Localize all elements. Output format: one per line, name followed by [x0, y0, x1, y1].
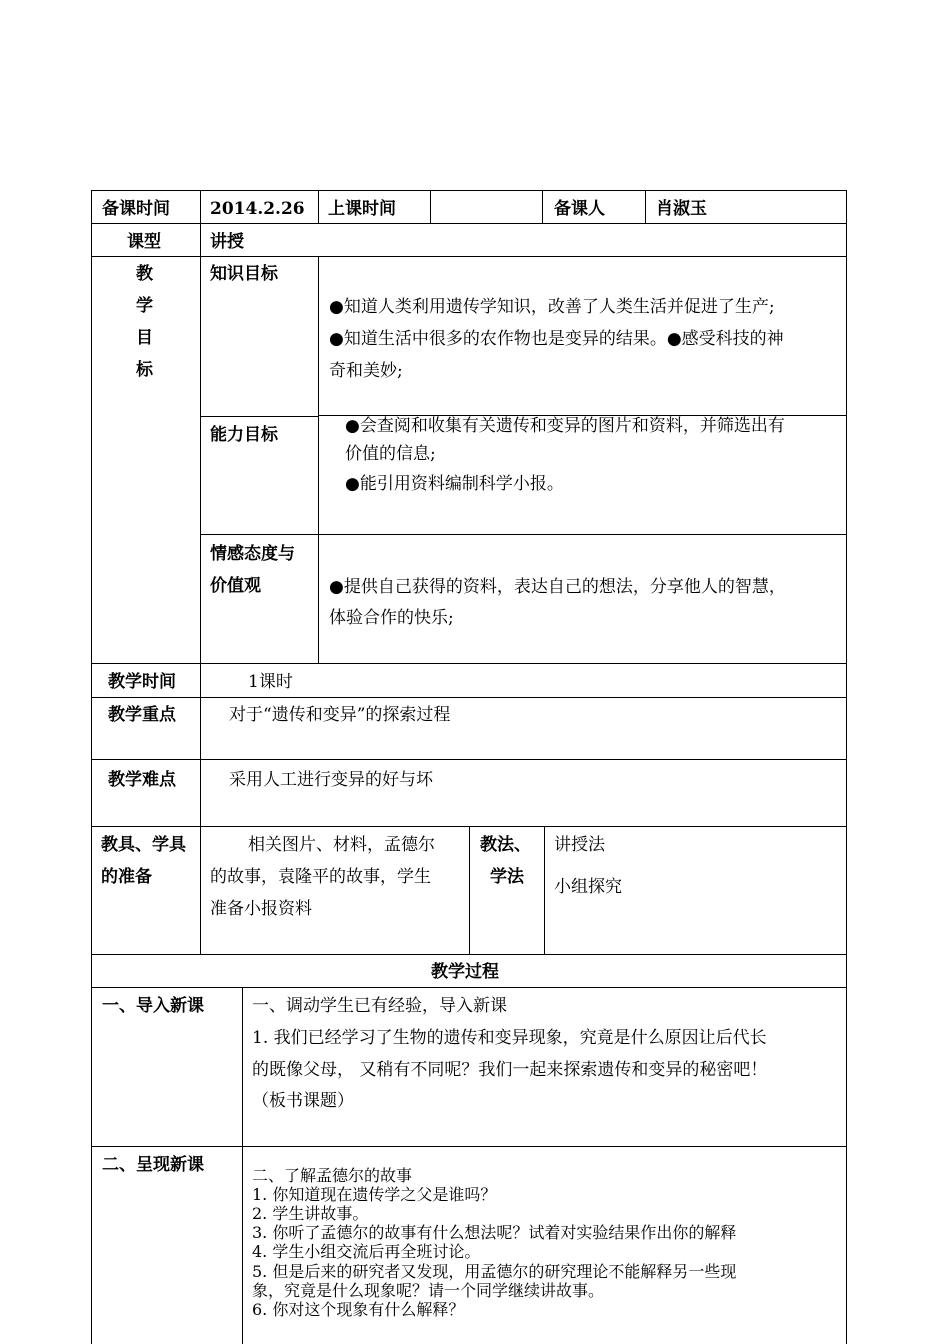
table-rule: [846, 190, 847, 1344]
key-point-label: 教学重点: [108, 705, 176, 725]
table-rule: [542, 190, 543, 223]
method-label-line2: 学法: [490, 867, 524, 887]
table-rule: [200, 416, 318, 417]
knowledge-goal-line: ●知道生活中很多的农作物也是变异的结果。●感受科技的神: [329, 329, 784, 349]
table-rule: [318, 190, 319, 223]
table-rule: [91, 1146, 847, 1147]
prep-time-value: 2014.2.26: [210, 199, 305, 219]
goals-label-char: 教: [136, 264, 153, 284]
table-rule: [91, 954, 847, 955]
method-item: 小组探究: [554, 877, 622, 897]
section-line: 1. 我们已经学习了生物的遗传和变异现象，究竟是什么原因让后代长: [252, 1028, 767, 1048]
table-rule: [91, 663, 847, 664]
emotion-goal-label-line2: 价值观: [210, 576, 261, 596]
table-rule: [430, 190, 431, 223]
tools-label-line2: 的准备: [101, 867, 152, 887]
teaching-time-label: 教学时间: [108, 672, 176, 692]
difficulty-value: 采用人工进行变异的好与坏: [229, 770, 433, 790]
table-rule: [200, 534, 847, 535]
key-point-value: 对于“遗传和变异”的探索过程: [229, 705, 451, 725]
section-line: 5. 但是后来的研究者又发现，用孟德尔的研究理论不能解释另一些现: [252, 1262, 737, 1281]
tools-line: 准备小报资料: [210, 899, 312, 919]
ability-goal-line: 价值的信息;: [345, 444, 436, 464]
section-label: 一、导入新课: [102, 996, 204, 1016]
table-rule: [469, 826, 470, 954]
ability-goal-line: ●能引用资料编制科学小报。: [345, 474, 564, 494]
section-line: （板书课题）: [252, 1091, 354, 1111]
teaching-time-value: 1课时: [248, 672, 293, 692]
table-rule: [91, 987, 847, 988]
section-line: 的既像父母， 又稍有不同呢？我们一起来探索遗传和变异的秘密吧！: [252, 1060, 768, 1080]
table-rule: [91, 256, 847, 257]
table-rule: [91, 759, 847, 760]
difficulty-label: 教学难点: [108, 770, 176, 790]
prep-time-label: 备课时间: [102, 199, 170, 219]
ability-goal-label: 能力目标: [210, 425, 278, 445]
ability-goal-line: ●会查阅和收集有关遗传和变异的图片和资料，并筛选出有: [345, 416, 785, 436]
table-rule: [200, 190, 201, 954]
tools-label-line1: 教具、学具: [101, 835, 186, 855]
goals-label-char: 学: [136, 296, 153, 316]
emotion-goal-label-line1: 情感态度与: [210, 544, 295, 564]
section-line: 一、调动学生已有经验，导入新课: [252, 996, 507, 1016]
tools-line: 的故事，袁隆平的故事，学生: [210, 867, 431, 887]
tools-line: 相关图片、材料，孟德尔: [248, 835, 435, 855]
emotion-goal-line: 体验合作的快乐;: [329, 608, 454, 628]
method-item: 讲授法: [554, 835, 605, 855]
knowledge-goal-label: 知识目标: [210, 264, 278, 284]
table-rule: [91, 697, 847, 698]
table-rule: [544, 826, 545, 954]
process-title: 教学过程: [431, 962, 499, 982]
section-line: 4. 学生小组交流后再全班讨论。: [252, 1242, 481, 1261]
table-rule: [645, 190, 646, 223]
table-rule: [91, 190, 92, 1344]
section-line: 1. 你知道现在遗传学之父是谁吗？: [252, 1185, 497, 1204]
section-line: 二、了解孟德尔的故事: [252, 1166, 413, 1185]
table-rule: [242, 987, 243, 1344]
method-label-line1: 教法、: [480, 835, 531, 855]
section-label: 二、呈现新课: [102, 1155, 204, 1175]
preparer-value: 肖淑玉: [656, 199, 707, 219]
table-rule: [91, 223, 847, 224]
knowledge-goal-line: 奇和美妙;: [329, 361, 403, 381]
section-line: 3. 你听了孟德尔的故事有什么想法呢？试着对实验结果作出你的解释: [252, 1223, 737, 1242]
emotion-goal-line: ●提供自己获得的资料，表达自己的想法，分享他人的智慧，: [329, 577, 786, 597]
section-line: 2. 学生讲故事。: [252, 1204, 369, 1223]
section-line: 6. 你对这个现象有什么解释？: [252, 1300, 465, 1319]
preparer-label: 备课人: [554, 199, 605, 219]
goals-label-char: 目: [136, 328, 153, 348]
table-rule: [318, 256, 319, 663]
lesson-type-value: 讲授: [210, 232, 244, 252]
section-line: 象，究竟是什么现象呢？请一个同学继续讲故事。: [252, 1281, 605, 1300]
lesson-type-label: 课型: [127, 232, 161, 252]
knowledge-goal-line: ●知道人类利用遗传学知识，改善了人类生活并促进了生产;: [329, 297, 775, 317]
table-rule: [91, 190, 847, 191]
goals-label-char: 标: [136, 360, 153, 380]
class-time-label: 上课时间: [328, 199, 396, 219]
